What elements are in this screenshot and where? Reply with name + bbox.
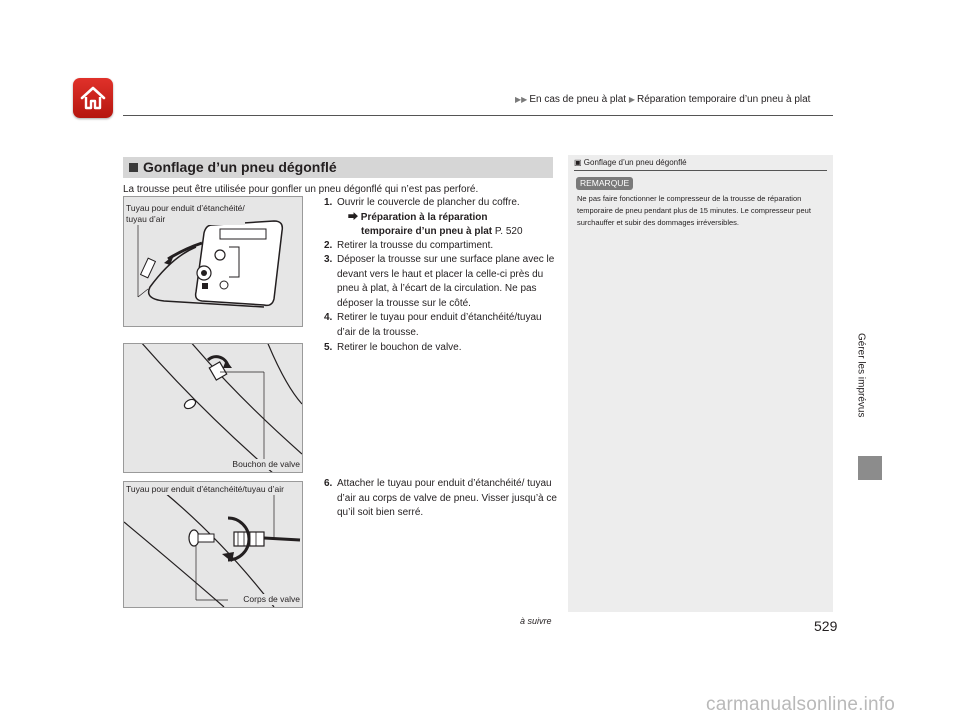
side-tab-label[interactable]: Gérer les imprévus bbox=[855, 332, 867, 418]
section-header bbox=[123, 157, 553, 178]
step-1 bbox=[324, 196, 559, 240]
step-number: 6. bbox=[324, 478, 333, 489]
step-1-reference[interactable] bbox=[324, 211, 559, 226]
step-number: 2. bbox=[324, 240, 333, 251]
step-number: 1. bbox=[324, 197, 333, 208]
note-title-text: Gonflage d’un pneu dégonflé bbox=[583, 158, 687, 167]
breadcrumb-item-2[interactable]: Réparation temporaire d’un pneu à plat bbox=[637, 94, 811, 105]
valve-cap-illustration bbox=[124, 344, 302, 472]
side-tab-marker bbox=[858, 456, 882, 480]
hose-label-line2: tuyau d’air bbox=[126, 214, 166, 224]
section-title: Gonflage d’un pneu dégonflé bbox=[143, 159, 337, 175]
figure-label-valve-body: Corps de valve bbox=[243, 594, 300, 604]
intro-text: La trousse peut être utilisée pour gonfler un pneu dégonflé qui n’est pas perforé. bbox=[123, 184, 479, 195]
hose-label-line1: Tuyau pour enduit d’étanchéité/ bbox=[126, 203, 245, 213]
step-2 bbox=[324, 239, 559, 254]
figure-repair-kit bbox=[123, 196, 303, 327]
home-button[interactable] bbox=[73, 78, 113, 118]
figure-label-valve-cap: Bouchon de valve bbox=[232, 459, 300, 469]
step-3 bbox=[324, 253, 559, 311]
header-divider bbox=[123, 115, 833, 116]
step-number: 5. bbox=[324, 342, 333, 353]
step-number: 4. bbox=[324, 312, 333, 323]
reference-line-2: temporaire d’un pneu à plat bbox=[361, 226, 493, 237]
section-bullet-icon bbox=[129, 163, 138, 172]
note-title bbox=[574, 158, 687, 167]
step-text: Attacher le tuyau pour enduit d’étanchéité/ tuyau d’air au corps de valve de pneu. Visser jusqu’à ce qu’il soit bien serré. bbox=[337, 478, 557, 518]
breadcrumb-arrow-icon: ▶▶ bbox=[515, 95, 528, 104]
step-text: Déposer la trousse sur une surface plane avec le devant vers le haut et placer la celle-ci près du pneu à plat, à l’écart de la circulation. Ne pas déposer la trousse sur le côté. bbox=[337, 254, 555, 309]
note-body: Ne pas faire fonctionner le compresseur de la trousse de réparation temporaire de pneu pendant plus de 15 minutes. Le compresseur peut surchauffer et subir des dommages irréversibles. bbox=[577, 194, 811, 227]
continue-label: à suivre bbox=[520, 616, 552, 626]
figure-label-hose bbox=[126, 203, 245, 225]
figure-valve-cap bbox=[123, 343, 303, 473]
figure-valve-body bbox=[123, 481, 303, 608]
note-marker-icon: ▣ bbox=[574, 158, 582, 167]
figure-label-hose-top: Tuyau pour enduit d’étanchéité/tuyau d’air bbox=[126, 484, 284, 494]
reference-page: P. 520 bbox=[494, 226, 523, 237]
step-5 bbox=[324, 341, 559, 356]
page-number: 529 bbox=[814, 618, 838, 634]
step-text: Retirer la trousse du compartiment. bbox=[337, 240, 494, 251]
note-divider bbox=[574, 170, 827, 171]
watermark: carmanualsonline.info bbox=[706, 694, 896, 715]
breadcrumb bbox=[515, 94, 810, 105]
step-number: 3. bbox=[324, 254, 333, 265]
remark-badge: REMARQUE bbox=[576, 177, 633, 190]
breadcrumb-item-1[interactable]: En cas de pneu à plat bbox=[529, 94, 627, 105]
home-icon bbox=[80, 86, 106, 110]
step-text: Retirer le bouchon de valve. bbox=[337, 342, 462, 353]
step-text: Retirer le tuyau pour enduit d’étanchéité/tuyau d’air de la trousse. bbox=[337, 312, 542, 338]
step-text: Ouvrir le couvercle de plancher du coffre. bbox=[337, 197, 520, 208]
reference-arrow-icon: ⮕ bbox=[348, 211, 358, 223]
reference-line-1: Préparation à la réparation bbox=[360, 211, 488, 223]
breadcrumb-arrow-icon: ▶ bbox=[628, 95, 635, 104]
step-6 bbox=[324, 477, 559, 521]
valve-body-illustration bbox=[124, 482, 302, 607]
step-4 bbox=[324, 311, 559, 340]
